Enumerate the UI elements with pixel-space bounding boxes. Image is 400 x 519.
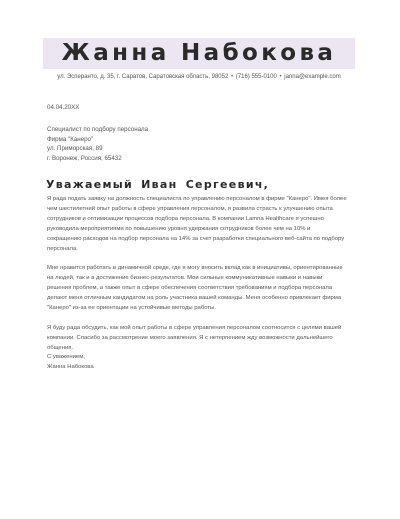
paragraph-line: сотрудников и оптимизации процессов подбора персонала. В компании Lamna Healthcare я успешно [47, 215, 324, 222]
recipient-company: Фирма "Канеро" [47, 135, 94, 143]
body-paragraph [47, 195, 363, 254]
paragraph-line: делают меня отличным кандидатом на роль участника вашей команды. Меня особенно привлекает фирма [47, 294, 342, 301]
paragraph-line: чем шестилетний опыт работы в сфере управления персоналом, я развила страсть к улучшению опыта [47, 205, 333, 212]
letter-date: 04.04.20XX [47, 104, 80, 111]
recipient-city: г. Воронеж, Россия, 65432 [47, 155, 122, 163]
closing-block [47, 353, 94, 373]
recipient-block [47, 125, 148, 164]
greeting: Уважаемый Иван Сергеевич, [46, 178, 270, 191]
body-paragraph [47, 264, 363, 314]
recipient-title: Специалист по подбору персонала [47, 126, 149, 133]
paragraph-line: общения. [47, 344, 74, 351]
paragraph-line: компании. Спасибо за рассмотрение моего заявления. Я с нетерпением жду возможности дальнейшего [47, 334, 333, 341]
paragraph-line: персонала. [47, 245, 78, 252]
paragraph-line: руководила мероприятиями по повышению уровня удержания сотрудников более чем на 10% и [47, 225, 311, 232]
closing-salutation: С уважением, [47, 354, 85, 360]
signature-name: Жанна Набокова [47, 363, 94, 370]
paragraph-line: решения проблем, а также опыт в сфере обеспечения соответствия требованиям и подбора персонала [47, 284, 333, 291]
paragraph-line: Мне нравится работать в динамичной среде, где я могу вносить вклад как в инициативы, ориентированные [47, 265, 343, 271]
paragraph-line: "Канеро" из-за ее ориентации на устойчивые методы работы. [47, 304, 216, 311]
contact-email: janna@example.com [284, 74, 341, 80]
contact-line [43, 74, 355, 80]
contact-address: ул. Эсперанто, д. 35, г. Саратов, Саратовская область, 98052 [57, 74, 229, 80]
contact-separator: • [279, 74, 282, 80]
contact-separator: • [231, 74, 234, 80]
paragraph-line: Я буду рада обсудить, как мой опыт работы в сфере управления персоналом соотносится с целями вашей [47, 325, 342, 331]
body-paragraph [47, 324, 363, 354]
paragraph-line: сокращению расходов на подбор персонала на 14% за счет разработки специального веб-сайта по подбору [47, 235, 345, 242]
paragraph-line: на людей, так и в достижение бизнес-результатов. Мои сильные коммуникативные навыки и навыки [47, 274, 323, 281]
contact-phone: (716) 555-0100 [235, 74, 277, 80]
recipient-street: ул. Приморская, 89 [47, 145, 103, 153]
paragraph-line: Я рада подать заявку на должность специалиста по управлению персоналом в фирме "Канеро". Имея более [47, 196, 347, 202]
applicant-name: Жанна Набокова [61, 40, 337, 66]
